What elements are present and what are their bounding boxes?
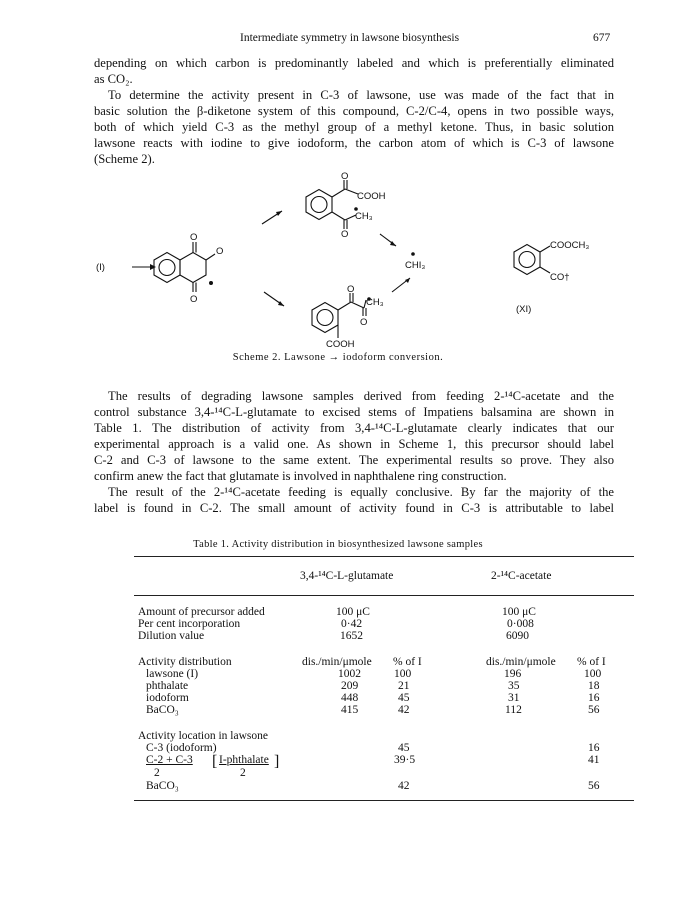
text-line: confirm anew the fact that glutamate is involved in naphthalene ring construction. [94, 469, 507, 483]
cell-value: 45 [398, 742, 410, 754]
subheader: % of I [577, 656, 606, 668]
cell-value: 100 μC [336, 606, 370, 618]
formula-prefix: C-2 + C-3 [146, 754, 193, 766]
cell-value: 196 [504, 668, 522, 680]
cell-value: 16 [588, 692, 600, 704]
col-header-acetate: 2-¹⁴C-acetate [491, 570, 552, 582]
table-caption: Table 1. Activity distribution in biosynthesized lawsone samples [193, 539, 483, 550]
row-label: BaCO₃ [146, 780, 179, 792]
benzene-ring [306, 190, 332, 220]
iodoform-label: CHI₃ [405, 260, 426, 271]
table-bottom-rule [134, 800, 634, 801]
label-dot [411, 252, 415, 256]
text-line: experimental approach is a valid one. As shown in Scheme 1, this precursor should label [94, 437, 614, 451]
aromatic-circle [311, 197, 327, 213]
benzene-ring [312, 303, 338, 333]
scheme-caption: Scheme 2. Lawsone → iodoform conversion. [232, 352, 444, 363]
row-label: C-3 (iodoform) [146, 742, 217, 754]
cell-value: 1652 [340, 630, 363, 642]
oxygen-label: O [216, 246, 224, 257]
cell-value: 39·5 [394, 754, 416, 766]
text-line: both of which yield C-3 as the methyl group of a methyl ketone. Thus, in basic solution [94, 120, 614, 134]
table-top-rule [134, 556, 634, 557]
paragraph-4 [94, 484, 614, 516]
formula-denominator: 2 [240, 767, 246, 779]
cell-value: 42 [398, 780, 410, 792]
section-heading: Activity distribution [138, 656, 232, 668]
label-dot [209, 281, 213, 285]
cell-value: 31 [508, 692, 520, 704]
ch3-label: CH₃ [355, 211, 373, 222]
arrow-head [276, 211, 282, 216]
oxygen-label: O [190, 294, 198, 305]
cell-value: 45 [398, 692, 410, 704]
col-header-glutamate: 3,4-¹⁴C-L-glutamate [300, 570, 394, 582]
cell-value: 6090 [506, 630, 529, 642]
cell-value: 56 [588, 704, 600, 716]
cooch3-label: COOCH₃ [550, 240, 590, 251]
text-line: The result of the 2-¹⁴C-acetate feeding is equally conclusive. By far the majority of the [108, 485, 614, 499]
cell-value: 100 [394, 668, 412, 680]
scheme-2-diagram [94, 171, 590, 350]
text-line: C-2 and C-3 of lawsone to the same extent. The experimental results so prove. They also [94, 453, 614, 467]
section-heading: Activity location in lawsone [138, 730, 268, 742]
text-line: To determine the activity present in C-3 of lawsone, use was made of the fact that in [108, 88, 614, 102]
text-line: as CO₂. [94, 72, 133, 86]
aromatic-circle [317, 310, 333, 326]
text-line: Table 1. The distribution of activity from 3,4-¹⁴C-L-glutamate clearly indicates that our [94, 421, 614, 435]
cell-value: 42 [398, 704, 410, 716]
text-line: (Scheme 2). [94, 152, 155, 166]
quinone-ring [180, 253, 206, 283]
compound-label-I: (I) [96, 262, 105, 273]
formula-bracket-term: I-phthalate [219, 754, 269, 766]
table-header-rule [134, 595, 634, 596]
arrow-head [278, 301, 284, 306]
text-line: lawsone reacts with iodine to give iodoform, the carbon atom of which is C-3 of lawsone [94, 136, 614, 150]
text-line: basic solution the β-diketone system of this compound, C-2/C-4, opens in two possible ways, [94, 104, 614, 118]
ch3-label: CH₃ [366, 297, 384, 308]
row-label: iodoform [146, 692, 189, 704]
oxygen-label: O [347, 284, 355, 295]
oxygen-label: O [341, 229, 349, 240]
row-label: Dilution value [138, 630, 205, 642]
cooh-label: COOH [357, 191, 386, 202]
text-line: depending on which carbon is predominantly labeled and which is preferentially eliminated [94, 56, 614, 70]
row-label: BaCO₃ [146, 704, 179, 716]
cell-value: 112 [505, 704, 522, 716]
cell-value: 100 [584, 668, 602, 680]
cell-value: 21 [398, 680, 410, 692]
compound-label-XI: (XI) [516, 304, 532, 315]
cell-value: 448 [341, 692, 359, 704]
co-tritium-label: CO† [550, 272, 570, 283]
running-title: Intermediate symmetry in lawsone biosynthesis [240, 32, 460, 44]
formula-denominator: 2 [154, 767, 160, 779]
cell-value: 1002 [338, 668, 361, 680]
aromatic-circle [519, 252, 535, 268]
formula-right-bracket: ] [274, 753, 280, 770]
page-number: 677 [593, 32, 611, 44]
aromatic-circle [159, 260, 175, 276]
cell-value: 18 [588, 680, 600, 692]
text-line: label is found in C-2. The small amount of activity found in C-3 is attributable to label [94, 501, 614, 515]
cell-value: 100 μC [502, 606, 536, 618]
cooh-label: COOH [326, 339, 355, 350]
text-line: control substance 3,4-¹⁴C-L-glutamate to excised stems of Impatiens balsamina are shown in [94, 405, 614, 419]
oxygen-label: O [341, 171, 349, 182]
cell-value: 41 [588, 754, 600, 766]
benzene-ring [514, 245, 540, 275]
subheader: dis./min/μmole [486, 656, 556, 668]
row-label: lawsone (I) [146, 668, 199, 680]
subheader: dis./min/μmole [302, 656, 372, 668]
formula-left-bracket: [ [212, 753, 218, 770]
cell-value: 0·42 [341, 618, 363, 630]
arrow-head [405, 278, 410, 283]
cell-value: 415 [341, 704, 359, 716]
arrow-head [150, 264, 156, 270]
cell-value: 0·008 [507, 618, 534, 630]
row-label: Amount of precursor added [138, 606, 265, 618]
cell-value: 209 [341, 680, 359, 692]
paragraph-3 [94, 388, 614, 484]
paragraph-1 [94, 55, 614, 87]
paragraph-2 [94, 87, 614, 167]
row-label: phthalate [146, 680, 189, 692]
cell-value: 35 [508, 680, 520, 692]
row-label: Per cent incorporation [138, 618, 241, 630]
oxygen-label: O [190, 232, 198, 243]
cell-value: 56 [588, 780, 600, 792]
text-line: The results of degrading lawsone samples derived from feeding 2-¹⁴C-acetate and the [108, 389, 614, 403]
subheader: % of I [393, 656, 422, 668]
oxygen-label: O [360, 317, 368, 328]
benzene-ring [154, 253, 180, 283]
cell-value: 16 [588, 742, 600, 754]
